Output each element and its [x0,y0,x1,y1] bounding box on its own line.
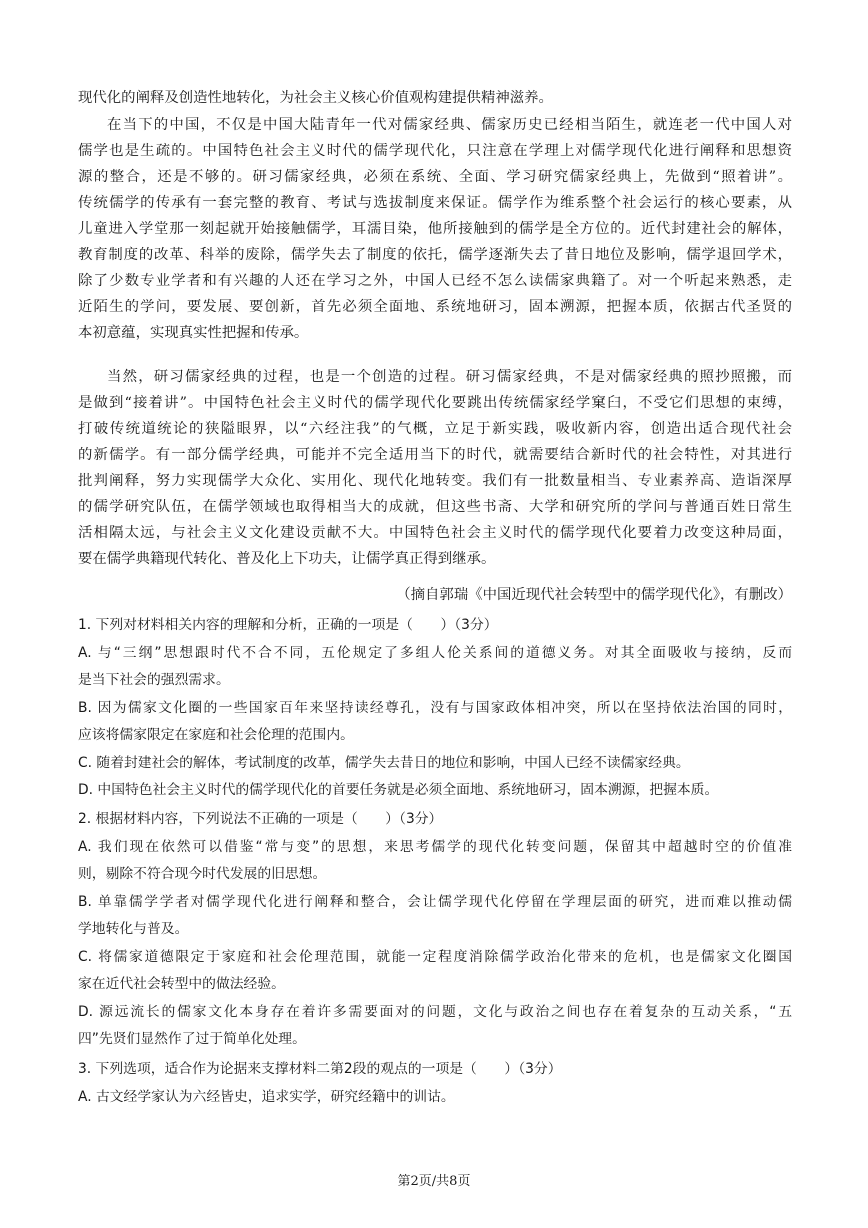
text-line: 在当下的中国，不仅是中国大陆青年一代对儒家经典、儒家历史已经相当陌生，就连老一代中国人对 [107,117,792,133]
text-line: 当然，研习儒家经典的过程，也是一个创造的过程。研习儒家经典，不是对儒家经典的照抄照搬，而 [107,369,792,385]
option-d: D. 中国特色社会主义时代的儒学现代化的首要任务就是必须全面地、系统地研习，固本溯源，把握本质。 [78,782,719,798]
question-1 [78,612,792,805]
text-line: 的新儒学。有一部分儒学经典，可能并不完全适用当下的时代，就需要结合新时代的社会特性，对其进行 [78,447,792,463]
text-line: 教育制度的改革、科举的废除，儒学失去了制度的依托，儒学逐渐失去了昔日地位及影响，儒学退回学术， [78,247,792,263]
text-line: 传统儒学的传承有一套完整的教育、考试与选拔制度来保证。儒学作为维系整个社会运行的核心要素，从 [78,195,792,211]
text-line: 打破传统道统论的狭隘眼界，以“六经注我”的气概，立足于新实践，吸收新内容，创造出适合现代社会 [78,421,792,437]
option-a: A. 与“三纲”思想跟时代不合不同，五伦规定了多组人伦关系间的道德义务。对其全面吸收与接纳，反而 [78,644,792,661]
text-line: 儒学也是生疏的。中国特色社会主义时代的儒学现代化，只注意在学理上对儒学现代化进行阐释和思想资 [78,143,792,159]
text-line: 近陌生的学问，要发展、要创新，首先必须全面地、系统地研习，固本溯源，把握本质，依据古代圣贤的 [78,299,792,315]
question-2 [78,806,792,1054]
question-3 [78,1056,792,1111]
option-c-cont: 家在近代社会转型中的做法经验。 [78,976,285,992]
option-b: B. 因为儒家文化圈的一些国家百年来坚持读经尊孔，没有与国家政体相冲突，所以在坚持依法治国的同时， [78,699,792,716]
question-stem: 3. 下列选项，适合作为论据来支撑材料二第2段的观点的一项是（ ）（3分） [78,1061,562,1077]
option-b-cont: 学地转化与普及。 [78,921,189,937]
text-line: 活相隔太远，与社会主义文化建设贡献不大。中国特色社会主义时代的儒学现代化要着力改变这种局面， [78,525,792,541]
text-line: 儿童进入学堂那一刻起就开始接触儒学，耳濡目染，他所接触到的儒学是全方位的。近代封建社会的解体， [78,221,792,237]
text-line: 本初意蕴，实现真实性把握和传承。 [78,325,309,341]
option-a: A. 古文经学家认为六经皆史，追求实学，研究经籍中的训诂。 [78,1088,455,1105]
text-line: 现代化的阐释及创造性地转化，为社会主义核心价值观构建提供精神滋养。 [78,90,553,106]
option-c: C. 随着封建社会的解体，考试制度的改革，儒学失去昔日的地位和影响，中国人已经不读儒家经典。 [78,754,690,771]
option-c: C. 将儒家道德限定于家庭和社会伦理范围，就能一定程度消除儒学政治化带来的危机，也是儒家文化圈国 [78,948,792,965]
passage-paragraph-c [78,364,792,572]
passage-paragraph-a [78,85,792,111]
option-a-cont: 是当下社会的强烈需求。 [78,672,230,688]
text-line: 的儒学研究队伍，在儒学领域也取得相当大的成就，但这些书斋、大学和研究所的学问与普通百姓日常生 [78,499,792,515]
question-stem: 1. 下列对材料相关内容的理解和分析，正确的一项是（ ）（3分） [78,617,498,633]
option-d-cont: 四”先贤们显然作了过于简单化处理。 [78,1031,306,1047]
option-a-cont: 则，剔除不符合现今时代发展的旧思想。 [78,866,327,882]
text-line: 源的整合，还是不够的。研习儒家经典，必须在系统、全面、学习研究儒家经典上，先做到“照着讲”。 [78,169,792,185]
option-a: A. 我们现在依然可以借鉴“常与变”的思想，来思考儒学的现代化转变问题，保留其中超越时空的价值准 [78,838,792,855]
option-b: B. 单靠儒学学者对儒学现代化进行阐释和整合，会让儒学现代化停留在学理层面的研究，进而难以推动儒 [78,893,792,910]
text-line: 批判阐释，努力实现儒学大众化、实用化、现代化地转变。我们有一批数量相当、专业素养高、造诣深厚 [78,473,792,489]
source-citation: （摘自郭瑞《中国近现代社会转型中的儒学现代化》，有删改） [396,587,792,603]
text-line: 要在儒学典籍现代转化、普及化上下功夫，让儒学真正得到继承。 [78,551,496,567]
passage-paragraph-b [78,112,792,346]
option-b-cont: 应该将儒家限定在家庭和社会伦理的范围内。 [78,727,354,743]
passage-source [78,582,792,608]
page-footer: 第2页/共8页 [397,1174,471,1189]
text-line: 除了少数专业学者和有兴趣的人还在学习之外，中国人已经不怎么读儒家典籍了。对一个听起来熟悉，走 [78,273,792,289]
question-stem: 2. 根据材料内容，下列说法不正确的一项是（ ）（3分） [78,811,443,827]
option-d: D. 源远流长的儒家文化本身存在着许多需要面对的问题，文化与政治之间也存在着复杂的互动关系，“五 [78,1003,792,1020]
text-line: 是做到“接着讲”。中国特色社会主义时代的儒学现代化要跳出传统儒家经学窠臼，不受它们思想的束缚， [78,395,792,411]
